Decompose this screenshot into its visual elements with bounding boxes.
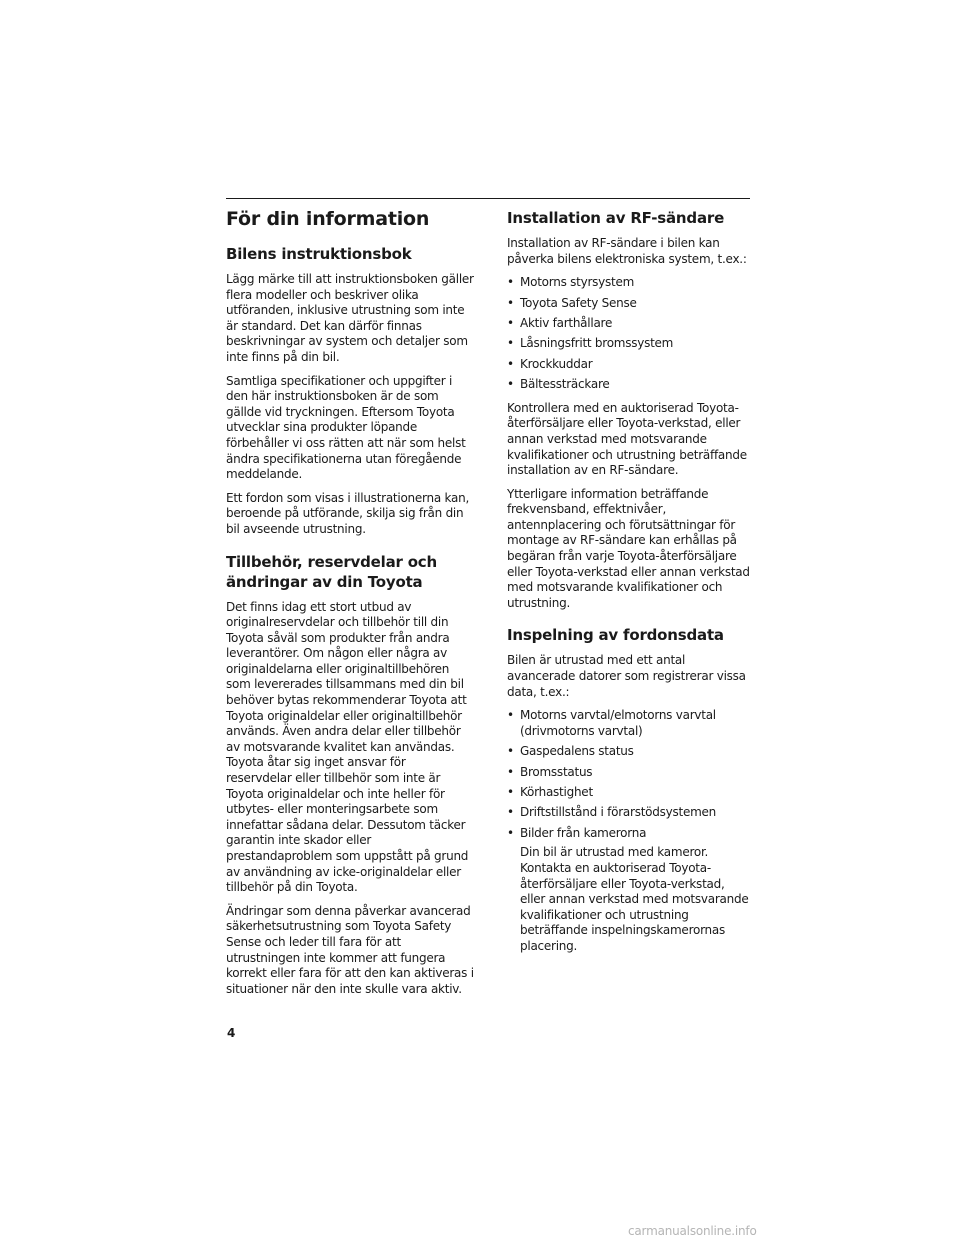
heading-fordonsdata: Inspelning av fordonsdata: [507, 626, 724, 645]
paragraph: Lägg märke till att instruktionsboken gäller flera modeller och beskriver olika utföranden, inklusive utrustning som inte är standard. Det kan därför finnas beskrivningar av system och detaljer som inte finns på din bil.: [226, 272, 474, 364]
list-item-cameras: [507, 826, 753, 955]
list-item-label: Bilder från kamerorna: [520, 825, 647, 840]
page-title: För din information: [226, 208, 430, 230]
heading-instruktionsbok: Bilens instruktionsbok: [226, 245, 412, 263]
list-item: • Motorns styrsystem: [507, 275, 753, 291]
list-item: • Bromsstatus: [507, 765, 753, 781]
list-item: • Körhastighet: [507, 785, 753, 801]
list-item: • Krockkuddar: [507, 357, 753, 373]
list-item: • Aktiv farthållare: [507, 316, 753, 332]
paragraph: Det finns idag ett stort utbud av originalreservdelar och tillbehör till din Toyota såväl som produkter från andra leverantörer. Om någon eller några av originaldelarna eller originaltillbehören som levererades tillsammans med din bil behöver bytas rekommenderar Toyota att Toyota originaldelar eller originaltillbehör används. Även andra delar eller tillbehör av motsvarande kvalitet kan användas. Toyota åtar sig inget ansvar för reservdelar eller tillbehör som inte är Toyota originaldelar och inte heller för utbytes- eller monteringsarbete som innefattar sådana delar. Dessutom täcker garantin inte skador eller prestandaproblem som uppstått på grund av användning av icke-originaldelar eller tillbehör på din Toyota.: [226, 599, 469, 895]
paragraph: Kontrollera med en auktoriserad Toyota-återförsäljare eller Toyota-verkstad, eller annan verkstad med motsvarande kvalifikationer och utrustning beträffande installation av en RF-sändare.: [507, 400, 747, 478]
heading-rf-sandare: Installation av RF-sändare: [507, 209, 725, 227]
heading-tillbehor: Tillbehör, reservdelar och ändringar av din Toyota: [226, 552, 437, 591]
paragraph: Ett fordon som visas i illustrationerna kan, beroende på utförande, skilja sig från din bil avseende utrustning.: [226, 490, 470, 536]
list-item: • Låsningsfritt bromssystem: [507, 336, 753, 352]
watermark: carmanualsonline.info: [628, 1224, 757, 1238]
right-column: [507, 206, 753, 963]
camera-note: Din bil är utrustad med kameror. Kontakta en auktoriserad Toyota-återförsäljare eller Toyota-verkstad, eller annan verkstad med motsvarande kvalifikationer och utrustning beträffande inspelningskamerornas placering.: [520, 845, 749, 953]
list-item: • Bältessträckare: [507, 377, 753, 393]
paragraph: Bilen är utrustad med ett antal avancerade datorer som registrerar vissa data, t.ex.:: [507, 653, 746, 699]
rf-systems-list: [507, 275, 753, 393]
paragraph: Ytterligare information beträffande frekvensband, effektnivåer, antennplacering och förutsättningar för montage av RF-sändare kan erhållas på begäran från varje Toyota-återförsäljare eller Toyota-verkstad eller annan verkstad med motsvarande kvalifikationer och utrustning.: [507, 486, 750, 610]
paragraph: Installation av RF-sändare i bilen kan påverka bilens elektroniska system, t.ex.:: [507, 236, 747, 266]
list-item: • Gaspedalens status: [507, 744, 753, 760]
list-item: • Toyota Safety Sense: [507, 296, 753, 312]
list-item: • Driftstillstånd i förarstödsystemen: [507, 805, 753, 821]
list-item: • Motorns varvtal/elmotorns varvtal (drivmotorns varvtal): [507, 708, 753, 739]
left-column: [226, 206, 474, 1005]
vehicle-data-list: [507, 708, 753, 954]
paragraph: Samtliga specifikationer och uppgifter i den här instruktionsboken är de som gällde vid tryckningen. Eftersom Toyota utvecklar sina produkter löpande förbehåller vi oss rätten att när som helst ändra specifikationerna utan föregående meddelande.: [226, 373, 466, 482]
page-number: 4: [227, 1026, 236, 1040]
paragraph: Ändringar som denna påverkar avancerad säkerhetsutrustning som Toyota Safety Sense och leder till fara för att utrustningen inte kommer att fungera korrekt eller fara för att den kan aktiveras i situationer när den inte skulle vara aktiv.: [226, 903, 474, 996]
top-rule: [226, 198, 750, 199]
